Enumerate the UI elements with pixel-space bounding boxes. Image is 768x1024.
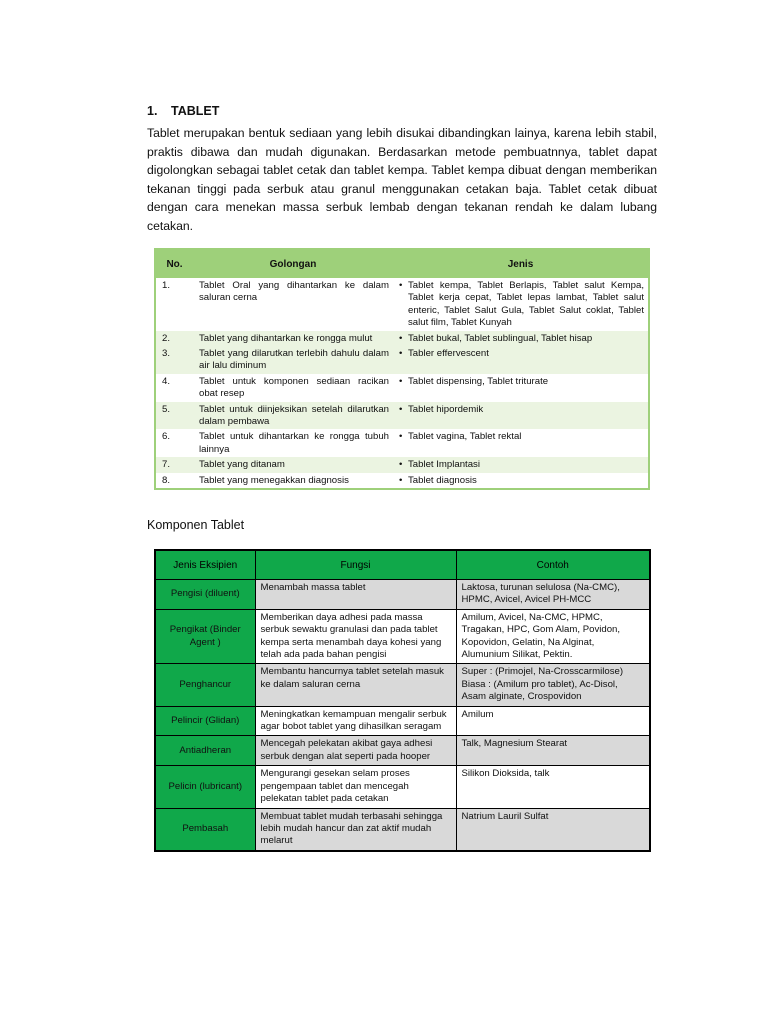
cell-contoh: Silikon Dioksida, talk xyxy=(456,766,650,808)
cell-contoh: Laktosa, turunan selulosa (Na-CMC), HPMC, Avicel, Avicel PH-MCC xyxy=(456,580,650,610)
section-heading xyxy=(147,104,657,118)
cell-no: 8. xyxy=(162,474,171,486)
cell-fungsi: Meningkatkan kemampuan mengalir serbuk agar bobot tablet yang dihasilkan seragam xyxy=(255,706,456,736)
table-row xyxy=(155,473,649,489)
section-number: 1. xyxy=(147,104,158,118)
header-no: No. xyxy=(155,249,193,278)
table-row xyxy=(155,736,650,766)
cell-jenis xyxy=(393,457,649,472)
cell-golongan: Tablet untuk dihantarkan ke rongga tubuh lainnya xyxy=(199,431,389,455)
cell-contoh: Amilum xyxy=(456,706,650,736)
list-item: • Tablet diagnosis xyxy=(399,475,644,487)
table-row xyxy=(155,808,650,851)
cell-jenis-eksipien: Pembasah xyxy=(155,808,255,851)
cell-jenis-eksipien: Pelincir (Glidan) xyxy=(155,706,255,736)
cell-jenis xyxy=(393,278,649,331)
cell-jenis-eksipien: Pengisi (diluent) xyxy=(155,580,255,610)
table-row xyxy=(155,664,650,706)
table-row xyxy=(155,706,650,736)
cell-fungsi: Menambah massa tablet xyxy=(255,580,456,610)
header-jenis-eksipien: Jenis Eksipien xyxy=(155,550,255,580)
list-item: • Tablet dispensing, Tablet triturate xyxy=(399,376,644,388)
cell-golongan: Tablet untuk diinjeksikan setelah dilarutkan dalam pembawa xyxy=(193,402,393,430)
cell-golongan: Tablet yang menegakkan diagnosis xyxy=(199,474,349,486)
list-item: • Tablet hipordemik xyxy=(399,404,644,416)
table-row xyxy=(155,374,649,402)
table-row xyxy=(155,331,649,346)
section-title: TABLET xyxy=(171,104,220,118)
header-golongan: Golongan xyxy=(193,249,393,278)
cell-no: 7. xyxy=(155,457,193,472)
list-item: • Tablet vagina, Tablet rektal xyxy=(399,431,644,443)
cell-jenis xyxy=(393,374,649,402)
cell-jenis xyxy=(393,402,649,430)
komponen-tablet-table xyxy=(154,549,651,852)
table-row xyxy=(155,429,649,457)
table-row xyxy=(155,278,649,331)
cell-golongan: Tablet untuk komponen sediaan racikan obat resep xyxy=(199,375,389,400)
cell-jenis xyxy=(393,331,649,346)
table-row xyxy=(155,457,649,472)
intro-paragraph: Tablet merupakan bentuk sediaan yang lebih disukai dibandingkan lainya, karena lebih stabil, praktis dibawa dan mudah digunakan. Berdasarkan metode pembuatnnya, tablet dapat digolongkan sebagai tablet cetak dan tablet kempa. Tablet kempa dibuat dengan memberikan tekanan tinggi pada serbuk atau granul menggunakan cetakan baja. Tablet cetak dibuat dengan cara menekan massa serbuk lembab dengan tekanan rendah ke dalam lubang cetakan. xyxy=(147,126,657,233)
cell-jenis-eksipien: Antiadheran xyxy=(155,736,255,766)
cell-jenis xyxy=(393,429,649,457)
cell-no: 6. xyxy=(162,431,171,443)
cell-contoh: Amilum, Avicel, Na-CMC, HPMC, Tragakan, HPC, Gom Alam, Povidon, Kopovidon, Gelatin, Na Alginat, Alumunium Silikat, Pektin. xyxy=(456,609,650,664)
cell-golongan: Tablet yang ditanam xyxy=(193,457,393,472)
table-row xyxy=(155,402,649,430)
cell-jenis-eksipien: Penghancur xyxy=(155,664,255,706)
cell-contoh: Talk, Magnesium Stearat xyxy=(456,736,650,766)
header-fungsi: Fungsi xyxy=(255,550,456,580)
cell-golongan: Tablet yang dihantarkan ke rongga mulut xyxy=(193,331,393,346)
golongan-tablet-table xyxy=(154,248,650,490)
list-item: • Tabler effervescent xyxy=(399,348,644,360)
cell-no: 1. xyxy=(162,280,171,291)
table-row xyxy=(155,766,650,808)
table-row xyxy=(155,609,650,664)
document-body xyxy=(147,104,657,236)
cell-fungsi: Mengurangi gesekan selam proses pengempaan tablet dan mencegah pelekatan tablet pada cetakan xyxy=(255,766,456,808)
cell-no: 5. xyxy=(155,402,193,430)
header-contoh: Contoh xyxy=(456,550,650,580)
list-item: • Tablet bukal, Tablet sublingual, Tablet hisap xyxy=(399,333,644,345)
cell-jenis-eksipien: Pengikat (Binder Agent ) xyxy=(155,609,255,664)
list-item: • Tablet kempa, Tablet Berlapis, Tablet salut Kempa, Tablet kerja cepat, Tablet lepas lambat, Tablet salut enteric, Tablet Salut Gula, Tablet Salut coklat, Tablet salut film, Tablet Kunyah xyxy=(399,280,644,330)
cell-fungsi: Membantu hancurnya tablet setelah masuk ke dalam saluran cerna xyxy=(255,664,456,706)
cell-contoh: Super : (Primojel, Na-Crosscarmilose) Biasa : (Amilum pro tablet), Ac-Disol, Asam alginate, Crospovidon xyxy=(456,664,650,706)
cell-golongan: Tablet Oral yang dihantarkan ke dalam saluran cerna xyxy=(199,280,389,304)
komponen-heading: Komponen Tablet xyxy=(147,518,245,532)
cell-fungsi: Memberikan daya adhesi pada massa serbuk sewaktu granulasi dan pada tablet kempa serta menambah daya kohesi yang telah ada pada bahan pengisi xyxy=(255,609,456,664)
cell-jenis xyxy=(393,346,649,374)
cell-jenis-eksipien: Pelicin (lubricant) xyxy=(155,766,255,808)
cell-fungsi: Membuat tablet mudah terbasahi sehingga lebih mudah hancur dan zat aktif mudah melarut xyxy=(255,808,456,851)
cell-no: 3. xyxy=(155,346,193,374)
cell-jenis xyxy=(393,473,649,489)
cell-contoh: Natrium Lauril Sulfat xyxy=(456,808,650,851)
header-jenis: Jenis xyxy=(393,249,649,278)
list-item: • Tablet Implantasi xyxy=(399,459,644,471)
cell-no: 4. xyxy=(162,375,171,387)
table-row xyxy=(155,580,650,610)
table-row xyxy=(155,346,649,374)
cell-fungsi: Mencegah pelekatan akibat gaya adhesi serbuk dengan alat seperti pada hooper xyxy=(255,736,456,766)
cell-no: 2. xyxy=(155,331,193,346)
cell-golongan: Tablet yang dilarutkan terlebih dahulu dalam air lalu diminum xyxy=(193,346,393,374)
